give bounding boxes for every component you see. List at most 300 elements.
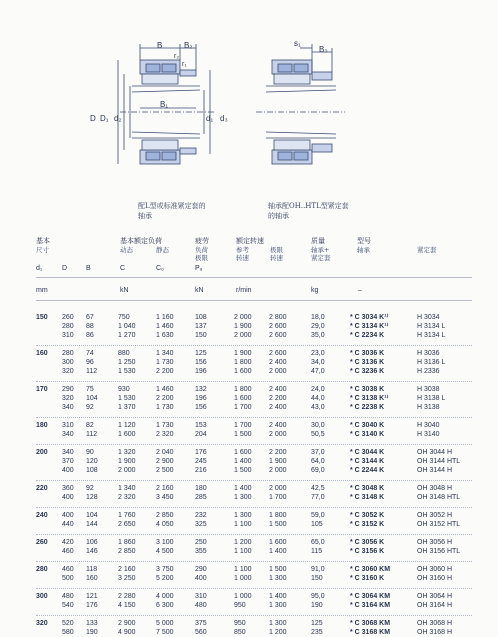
cell-b: 160 — [86, 575, 98, 582]
cell-sl: H 2336 — [417, 368, 440, 375]
cell-ref: 1 000 — [234, 593, 252, 600]
cell-ref: 2 000 — [234, 314, 252, 321]
cell-c: 750 — [118, 314, 130, 321]
cell-pu: 132 — [195, 386, 207, 393]
group-separator — [36, 534, 472, 535]
table-row — [0, 565, 498, 574]
header-rule — [36, 277, 472, 278]
cell-pu: 325 — [195, 521, 207, 528]
cell-b: 133 — [86, 620, 98, 627]
cell-b: 96 — [86, 359, 94, 366]
bore-diameter: 280 — [36, 566, 48, 573]
cell-mass: 50,5 — [311, 431, 325, 438]
cell-c: 2 650 — [118, 521, 136, 528]
cell-sl: OH 3148 HTL — [417, 494, 461, 501]
cell-b: 190 — [86, 629, 98, 636]
sym-B: B — [86, 265, 91, 272]
cell-c0: 2 500 — [156, 467, 174, 474]
cell-sl: OH 3052 H — [417, 512, 453, 519]
cell-c: 2 000 — [118, 467, 136, 474]
label-r1: r₁ — [182, 61, 187, 68]
caption-left: 配L型或标准紧定套的 轴承 — [138, 202, 206, 220]
cell-ref: 1 600 — [234, 395, 252, 402]
unit-rule — [36, 300, 472, 301]
cell-sl: OH 3160 H — [417, 575, 453, 582]
group-separator — [36, 444, 472, 445]
hdr-main-dim-zh: 尺寸 — [36, 246, 49, 254]
cell-brg: * C 3060 KM — [350, 566, 391, 573]
cell-c0: 4 000 — [156, 593, 174, 600]
bore-diameter: 180 — [36, 422, 48, 429]
group-separator — [36, 507, 472, 508]
cell-c0: 1 460 — [156, 323, 174, 330]
cell-lim: 2 000 — [269, 431, 287, 438]
cell-lim: 1 300 — [269, 620, 287, 627]
cell-sl: OH 3060 H — [417, 566, 453, 573]
cell-brg: * C 3052 K — [350, 512, 385, 519]
cell-sl: H 3140 — [417, 431, 440, 438]
label-s1: s₁ — [294, 39, 301, 48]
cell-c: 880 — [118, 350, 130, 357]
cell-c: 3 250 — [118, 575, 136, 582]
cell-lim: 1 900 — [269, 458, 287, 465]
cell-pu: 285 — [195, 494, 207, 501]
cell-lim: 1 300 — [269, 602, 287, 609]
cell-mass: 35,0 — [311, 332, 325, 339]
hdr-speed: 额定转速 — [236, 238, 264, 245]
cell-pu: 310 — [195, 593, 207, 600]
cell-ref: 1 300 — [234, 512, 252, 519]
table-row — [0, 421, 498, 430]
cell-d: 340 — [62, 431, 74, 438]
sym-d1: d₁ — [36, 265, 43, 272]
cell-mass: 64,0 — [311, 458, 325, 465]
unit-kg: kg — [311, 287, 319, 294]
cell-ref: 1 400 — [234, 458, 252, 465]
cell-mass: 115 — [311, 548, 323, 555]
cell-c0: 3 100 — [156, 539, 174, 546]
cell-mass: 190 — [311, 602, 323, 609]
cell-brg: * C 3038 K — [350, 386, 385, 393]
group-separator — [36, 381, 472, 382]
cell-b: 88 — [86, 323, 94, 330]
cell-pu: 180 — [195, 485, 207, 492]
cell-brg: * C 3034 K¹⁾ — [350, 314, 389, 321]
cell-lim: 1 600 — [269, 539, 287, 546]
table-row — [0, 466, 498, 475]
hdr-fatigue: 疲劳 — [195, 238, 209, 245]
cell-d: 400 — [62, 494, 74, 501]
cell-lim: 2 400 — [269, 359, 287, 366]
table-row — [0, 520, 498, 529]
cell-c: 1 760 — [118, 512, 136, 519]
cell-b: 92 — [86, 404, 94, 411]
hdr-mass3: 紧定套 — [311, 254, 331, 262]
table-row — [0, 538, 498, 547]
cell-b: 128 — [86, 494, 98, 501]
cell-d: 280 — [62, 350, 74, 357]
cell-brg: * C 3136 K — [350, 359, 385, 366]
cell-brg: * C 3144 K — [350, 458, 385, 465]
cell-c0: 2 160 — [156, 485, 174, 492]
cell-mass: 59,0 — [311, 512, 325, 519]
cell-lim: 1 300 — [269, 575, 287, 582]
cell-c0: 1 340 — [156, 350, 174, 357]
table-row — [0, 511, 498, 520]
cell-d: 580 — [62, 629, 74, 636]
group-separator — [36, 345, 472, 346]
cell-ref: 1 600 — [234, 368, 252, 375]
table-row — [0, 367, 498, 376]
cell-c: 1 370 — [118, 404, 136, 411]
cell-c: 1 320 — [118, 449, 136, 456]
cell-lim: 2 600 — [269, 350, 287, 357]
cell-sl: OH 3068 H — [417, 620, 453, 627]
cell-b: 90 — [86, 449, 94, 456]
cell-ref: 1 500 — [234, 467, 252, 474]
cell-mass: 69,0 — [311, 467, 325, 474]
cell-c0: 7 500 — [156, 629, 174, 636]
cell-c0: 1 630 — [156, 332, 174, 339]
hdr-desig: 型号 — [357, 238, 371, 245]
cell-ref: 1 100 — [234, 566, 252, 573]
bore-diameter: 200 — [36, 449, 48, 456]
cell-lim: 2 200 — [269, 395, 287, 402]
cell-b: 176 — [86, 602, 98, 609]
cell-lim: 2 800 — [269, 314, 287, 321]
cell-mass: 150 — [311, 575, 323, 582]
cell-ref: 1 700 — [234, 404, 252, 411]
hdr-load-stat: 静态 — [156, 246, 169, 254]
hdr-speed-ref2: 转速 — [236, 254, 249, 262]
cell-pu: 250 — [195, 539, 207, 546]
cell-ref: 1 000 — [234, 575, 252, 582]
cell-pu: 156 — [195, 404, 207, 411]
cell-lim: 1 800 — [269, 512, 287, 519]
bore-diameter: 160 — [36, 350, 48, 357]
bearing-diagram — [0, 0, 498, 225]
cell-pu: 150 — [195, 332, 207, 339]
cell-c: 2 850 — [118, 548, 136, 555]
cell-c: 2 160 — [118, 566, 136, 573]
cell-c0: 5 000 — [156, 620, 174, 627]
cell-d: 440 — [62, 521, 74, 528]
group-separator — [36, 480, 472, 481]
cell-lim: 1 400 — [269, 548, 287, 555]
cell-d: 520 — [62, 620, 74, 627]
cell-c0: 1 730 — [156, 422, 174, 429]
cell-brg: * C 2238 K — [350, 404, 385, 411]
table-row — [0, 322, 498, 331]
cell-brg: * C 3148 K — [350, 494, 385, 501]
cell-c: 1 040 — [118, 323, 136, 330]
sym-Pu: Pᵤ — [195, 265, 203, 272]
table-row — [0, 349, 498, 358]
label-D: D — [90, 114, 96, 123]
cell-c: 1 860 — [118, 539, 136, 546]
bore-diameter: 260 — [36, 539, 48, 546]
cell-pu: 232 — [195, 512, 207, 519]
cell-ref: 1 500 — [234, 431, 252, 438]
hdr-load: 基本额定负荷 — [120, 238, 162, 245]
cell-mass: 24,0 — [311, 386, 325, 393]
cell-pu: 245 — [195, 458, 207, 465]
cell-mass: 43,0 — [311, 404, 325, 411]
cell-b: 92 — [86, 485, 94, 492]
cell-pu: 125 — [195, 350, 207, 357]
cell-sl: OH 3164 H — [417, 602, 453, 609]
cell-mass: 91,0 — [311, 566, 325, 573]
cell-lim: 1 500 — [269, 521, 287, 528]
hdr-speed-ref: 参考 — [236, 246, 249, 254]
cell-brg: * C 3044 K — [350, 449, 385, 456]
cell-mass: 125 — [311, 620, 323, 627]
table-row — [0, 547, 498, 556]
cell-ref: 950 — [234, 620, 246, 627]
cell-c: 1 250 — [118, 359, 136, 366]
cell-sl: H 3134 L — [417, 332, 446, 339]
table-row — [0, 394, 498, 403]
cell-c0: 6 300 — [156, 602, 174, 609]
cell-lim: 1 500 — [269, 566, 287, 573]
group-separator — [36, 417, 472, 418]
cell-c0: 1 460 — [156, 386, 174, 393]
table-row — [0, 592, 498, 601]
label-B: B — [157, 41, 163, 50]
cell-c0: 5 200 — [156, 575, 174, 582]
cell-brg: * C 3138 K¹⁾ — [350, 395, 389, 402]
label-d3: d₃ — [220, 114, 228, 123]
cell-ref: 1 600 — [234, 449, 252, 456]
caption-right: 轴承配OH..HTL型紧定套 的轴承 — [268, 202, 349, 220]
cell-brg: * C 3164 KM — [350, 602, 391, 609]
cell-lim: 2 400 — [269, 386, 287, 393]
table-row — [0, 493, 498, 502]
cell-mass: 42,5 — [311, 485, 325, 492]
hdr-speed-lim2: 转速 — [270, 254, 283, 262]
cell-b: 74 — [86, 350, 94, 357]
cell-brg: * C 3134 K¹⁾ — [350, 323, 389, 330]
cell-c: 1 900 — [118, 458, 136, 465]
cell-lim: 2 000 — [269, 485, 287, 492]
cell-ref: 1 300 — [234, 494, 252, 501]
cell-ref: 2 000 — [234, 332, 252, 339]
sym-C0: C₀ — [156, 265, 164, 272]
bore-diameter: 300 — [36, 593, 48, 600]
cell-brg: * C 3168 KM — [350, 629, 391, 636]
sym-C: C — [120, 265, 126, 272]
cell-d: 260 — [62, 314, 74, 321]
cell-ref: 1 900 — [234, 323, 252, 330]
table-row — [0, 601, 498, 610]
cell-ref: 1 100 — [234, 521, 252, 528]
label-r2: r₂ — [174, 53, 180, 60]
bore-diameter: 170 — [36, 386, 48, 393]
cell-c: 1 270 — [118, 332, 136, 339]
cell-pu: 137 — [195, 323, 207, 330]
cell-brg: * C 3068 KM — [350, 620, 391, 627]
unit-rmin: r/min — [236, 287, 252, 294]
cell-sl: H 3034 — [417, 314, 440, 321]
cell-c: 1 340 — [118, 485, 136, 492]
cell-pu: 196 — [195, 395, 207, 402]
cell-lim: 1 200 — [269, 629, 287, 636]
cell-ref: 1 800 — [234, 386, 252, 393]
cell-lim: 2 600 — [269, 323, 287, 330]
cell-brg: * C 3160 K — [350, 575, 385, 582]
hdr-desig2: 轴承 — [357, 246, 370, 254]
cell-c0: 2 200 — [156, 395, 174, 402]
cell-mass: 30,0 — [311, 422, 325, 429]
bore-diameter: 220 — [36, 485, 48, 492]
cell-pu: 108 — [195, 314, 207, 321]
cell-d: 340 — [62, 404, 74, 411]
bore-diameter: 320 — [36, 620, 48, 627]
cell-sl: OH 3144 HTL — [417, 458, 461, 465]
cell-brg: * C 2234 K — [350, 332, 385, 339]
label-B1: B₁ — [160, 100, 169, 109]
unit-dash: – — [358, 287, 362, 294]
cell-c: 4 900 — [118, 629, 136, 636]
cell-sl: H 3036 — [417, 350, 440, 357]
cell-lim: 1 400 — [269, 593, 287, 600]
cell-sl: H 3040 — [417, 422, 440, 429]
table-row — [0, 403, 498, 412]
table-row — [0, 331, 498, 340]
cell-pu: 375 — [195, 620, 207, 627]
table-row — [0, 448, 498, 457]
cell-c: 1 600 — [118, 431, 136, 438]
cell-c: 4 150 — [118, 602, 136, 609]
cell-b: 86 — [86, 332, 94, 339]
cell-d: 460 — [62, 566, 74, 573]
hdr-load-dyn: 动态 — [120, 246, 133, 254]
cell-d: 400 — [62, 467, 74, 474]
cell-c0: 3 450 — [156, 494, 174, 501]
cell-lim: 2 400 — [269, 404, 287, 411]
cell-mass: 105 — [311, 521, 323, 528]
cell-sl: OH 3044 H — [417, 449, 453, 456]
cell-b: 121 — [86, 593, 98, 600]
table-row — [0, 313, 498, 322]
cell-d: 500 — [62, 575, 74, 582]
label-d2: d₂ — [114, 114, 122, 123]
cell-pu: 196 — [195, 368, 207, 375]
cell-mass: 77,0 — [311, 494, 325, 501]
table-row — [0, 619, 498, 628]
cell-c: 1 530 — [118, 368, 136, 375]
cell-brg: * C 3236 K — [350, 368, 385, 375]
cell-lim: 2 000 — [269, 368, 287, 375]
cell-mass: 18,0 — [311, 314, 325, 321]
cell-brg: * C 2244 K — [350, 467, 385, 474]
unit-mm: mm — [36, 287, 48, 294]
cell-b: 75 — [86, 386, 94, 393]
cell-d: 480 — [62, 593, 74, 600]
cell-d: 400 — [62, 512, 74, 519]
cell-pu: 480 — [195, 602, 207, 609]
bore-diameter: 240 — [36, 512, 48, 519]
hdr-main-dim: 基本 — [36, 238, 50, 245]
cell-brg: * C 3156 K — [350, 548, 385, 555]
cell-lim: 2 600 — [269, 332, 287, 339]
cell-pu: 176 — [195, 449, 207, 456]
cell-c: 2 900 — [118, 620, 136, 627]
table-row — [0, 457, 498, 466]
cell-d: 340 — [62, 449, 74, 456]
cell-d: 320 — [62, 395, 74, 402]
sym-D: D — [62, 265, 68, 272]
cell-ref: 950 — [234, 602, 246, 609]
cell-brg: * C 3048 K — [350, 485, 385, 492]
cell-sl: OH 3064 H — [417, 593, 453, 600]
cell-d: 310 — [62, 332, 74, 339]
cell-c: 2 280 — [118, 593, 136, 600]
cell-c0: 4 500 — [156, 548, 174, 555]
cell-c0: 4 050 — [156, 521, 174, 528]
cell-d: 460 — [62, 548, 74, 555]
cell-mass: 37,0 — [311, 449, 325, 456]
cell-c: 1 530 — [118, 395, 136, 402]
table-row — [0, 358, 498, 367]
cell-mass: 23,0 — [311, 350, 325, 357]
hdr-speed-lim: 极限 — [270, 246, 283, 254]
cell-brg: * C 3036 K — [350, 350, 385, 357]
cell-sl: H 3136 L — [417, 359, 446, 366]
cell-sl: OH 3152 HTL — [417, 521, 461, 528]
cell-mass: 47,0 — [311, 368, 325, 375]
hdr-sleeve: 紧定套 — [417, 246, 437, 254]
group-separator — [36, 561, 472, 562]
cell-d: 300 — [62, 359, 74, 366]
cell-sl: H 3134 L — [417, 323, 446, 330]
cell-mass: 34,0 — [311, 359, 325, 366]
cell-c0: 2 040 — [156, 449, 174, 456]
cell-b: 118 — [86, 566, 98, 573]
cell-ref: 1 900 — [234, 350, 252, 357]
cell-sl: OH 3168 H — [417, 629, 453, 636]
cell-d: 280 — [62, 323, 74, 330]
cell-c0: 3 750 — [156, 566, 174, 573]
cell-lim: 1 700 — [269, 494, 287, 501]
table-row — [0, 430, 498, 439]
cell-b: 82 — [86, 422, 94, 429]
table-row — [0, 385, 498, 394]
cell-pu: 400 — [195, 575, 207, 582]
unit-kn: kN — [120, 287, 129, 294]
label-B2: B₂ — [184, 41, 193, 50]
cell-ref: 1 200 — [234, 539, 252, 546]
table-row — [0, 574, 498, 583]
cell-brg: * C 3140 K — [350, 431, 385, 438]
cell-sl: H 3138 — [417, 404, 440, 411]
cell-b: 112 — [86, 368, 98, 375]
cell-pu: 290 — [195, 566, 207, 573]
cell-ref: 1 800 — [234, 359, 252, 366]
hdr-mass2: 轴承+ — [311, 246, 330, 254]
cell-sl: OH 3048 H — [417, 485, 453, 492]
cell-d: 370 — [62, 458, 74, 465]
cell-d: 420 — [62, 539, 74, 546]
cell-lim: 2 200 — [269, 449, 287, 456]
cell-sl: H 3138 L — [417, 395, 446, 402]
cell-d: 320 — [62, 368, 74, 375]
cell-c0: 1 730 — [156, 404, 174, 411]
cell-brg: * C 3152 K — [350, 521, 385, 528]
cell-b: 104 — [86, 395, 98, 402]
cell-b: 67 — [86, 314, 94, 321]
hdr-fatigue3: 极限 — [195, 254, 208, 262]
